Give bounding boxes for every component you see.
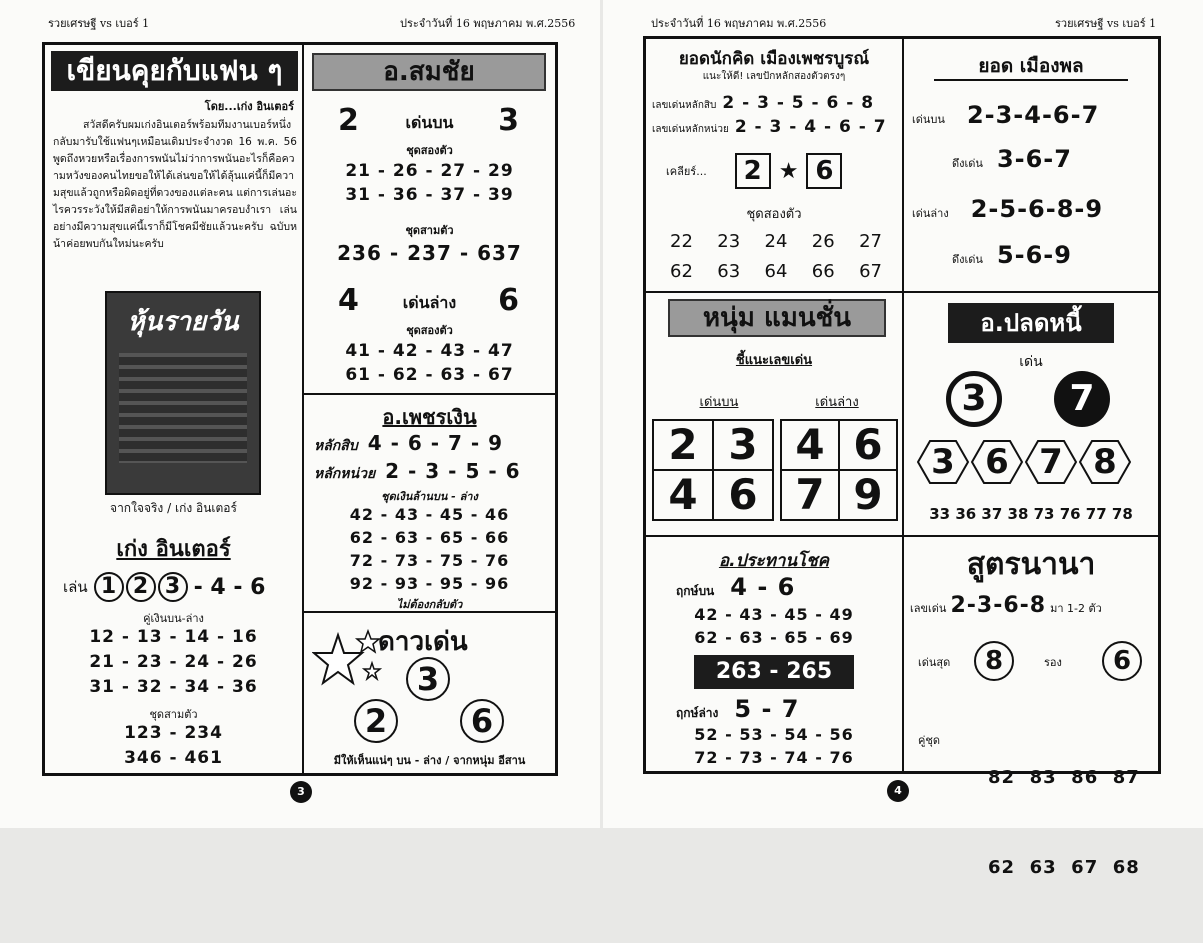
- right-header-title: รวยเศรษฐี vs เบอร์ 1: [1055, 17, 1157, 30]
- q2-bottom-pull-row: [952, 241, 1072, 269]
- three-list: [45, 721, 302, 771]
- q1-units-label: เลขเด่นหลักหน่วย: [652, 124, 729, 135]
- q1-clear-star-icon: ★: [778, 158, 799, 184]
- column-kaeng-inter: [45, 45, 304, 773]
- q1-units-row: [652, 117, 887, 137]
- right-page: [603, 0, 1203, 878]
- three-row: 123 - 234: [124, 723, 223, 743]
- q4-hex-cell: [1079, 439, 1131, 485]
- money-row: 72 - 73 - 75 - 76: [349, 551, 510, 570]
- q4-play-label: เด่น: [1019, 354, 1043, 370]
- q1-clear-row: [666, 153, 842, 189]
- magazine-cover-image: [105, 291, 261, 495]
- magazine-cover-texture: [119, 353, 247, 463]
- three-label: ชุดสามตัว: [149, 708, 198, 721]
- q2-title: ยอด เมืองพล: [978, 55, 1084, 77]
- q6-best-label: เด่นสุด: [918, 656, 951, 669]
- q6-pairs: [988, 703, 1140, 943]
- panel-somchai: [304, 45, 555, 395]
- q6-num-suffix: มา 1-2 ตัว: [1050, 602, 1102, 615]
- play-digit-3: 3: [158, 572, 188, 602]
- q5-bottom-row: [676, 695, 799, 723]
- top-pair-row: 21 - 26 - 27 - 29: [345, 161, 514, 181]
- panel-prathan-chok: [646, 537, 904, 771]
- panel-star: [304, 613, 555, 773]
- q5-top-row-value: 62 - 63 - 65 - 69: [694, 628, 854, 647]
- top-label: เด่นบน: [405, 113, 454, 132]
- tens-value: 4 - 6 - 7 - 9: [367, 431, 504, 455]
- star-digit-center: 3: [406, 657, 450, 701]
- q4-big-digit: 7: [1054, 371, 1110, 427]
- q1-units-value: 2 - 3 - 4 - 6 - 7: [734, 117, 887, 137]
- star-digit-left: 2: [354, 699, 398, 743]
- q3-subtitle: ชี้แนะเลขเด่น: [735, 353, 813, 368]
- somchai-banner: อ.สมชัย: [312, 53, 546, 91]
- q5-bottom-label: ฤกษ์ล่าง: [676, 706, 719, 720]
- q6-second-value: 6: [1102, 641, 1142, 681]
- panel-num-mansion: [646, 293, 904, 537]
- q3-bottom-grid-cell: 6: [838, 419, 898, 471]
- q5-top-value: 4 - 6: [730, 573, 796, 601]
- q6-best-value: 8: [974, 641, 1014, 681]
- three-set: 236 - 237 - 637: [337, 241, 522, 265]
- right-header-date: ประจำวันที่ 16 พฤษภาคม พ.ศ.2556: [651, 17, 827, 30]
- q1-num: 63: [717, 261, 741, 282]
- q1-tens-row: [652, 93, 874, 113]
- panel-phetngoen: [304, 395, 555, 613]
- bottom-pairs: [304, 339, 555, 387]
- q5-three-box: 263 - 265: [694, 655, 854, 689]
- money-row: 62 - 63 - 65 - 66: [349, 528, 510, 547]
- q1-title: ยอดนักคิด เมืองเพชรบูรณ์: [678, 49, 870, 69]
- panel-plod-nee: [904, 293, 1158, 537]
- q6-title: สูตรนานา: [966, 547, 1096, 582]
- q2-bottom-pull-value: 5-6-9: [996, 241, 1072, 269]
- q4-big-digit: 3: [946, 371, 1002, 427]
- q2-top-value: 2-3-4-6-7: [966, 101, 1100, 129]
- q6-pair-label: คู่ชุด: [918, 734, 940, 747]
- q1-num: 64: [764, 261, 788, 282]
- q1-row2: [670, 261, 882, 282]
- q5-bottom-row-value: 52 - 53 - 54 - 56: [694, 725, 854, 744]
- q5-top-rows: [646, 603, 902, 649]
- q2-top-label: เด่นบน: [912, 113, 945, 126]
- q1-num: 22: [670, 231, 693, 252]
- money-note: ไม่ต้องกลับตัว: [396, 598, 463, 611]
- three-label-somchai: ชุดสามตัว: [405, 224, 454, 237]
- q4-hex-digit: 8: [1093, 442, 1117, 482]
- right-frame: [643, 36, 1161, 878]
- q3-bottom-grid-cell: 7: [780, 469, 840, 521]
- bottom-left-digit: 4: [338, 283, 359, 318]
- q1-clear-left: 2: [735, 153, 771, 189]
- play-digit-2: 2: [126, 572, 156, 602]
- q4-pairs-row: 33 36 37 38 73 76 77 78: [929, 505, 1133, 523]
- pair-row: 12 - 13 - 14 - 16: [89, 627, 258, 647]
- play-extra: - 4 - 6: [193, 574, 266, 600]
- units-value: 2 - 3 - 5 - 6: [385, 459, 521, 483]
- panel-sutr-nana: [904, 537, 1158, 878]
- q4-hex-cell: [917, 439, 969, 485]
- q5-top-row-value: 42 - 43 - 45 - 49: [694, 605, 854, 624]
- q2-top-pull-value: 3-6-7: [996, 145, 1072, 173]
- q6-num-label: เลขเด่น: [910, 602, 947, 615]
- q1-two-label: ชุดสองตัว: [746, 207, 802, 222]
- star-footer: มีให้เห็นแน่ๆ บน - ล่าง / จากหนุ่ม อีสาน: [333, 754, 526, 767]
- panel-yod-nakkhit: [646, 39, 904, 293]
- q2-bottom-value: 2-5-6-8-9: [970, 195, 1104, 223]
- q3-top-grid-cell: 3: [712, 419, 774, 471]
- q5-top-label: ฤกษ์บน: [676, 584, 715, 598]
- q5-bottom-rows: [646, 723, 902, 769]
- pair-label: คู่เงินบน-ล่าง: [143, 612, 204, 625]
- column-banner: เขียนคุยกับแฟน ๆ: [51, 51, 298, 91]
- q3-bottom-label: เด่นล่าง: [815, 395, 859, 410]
- section-title: เก่ง อินเตอร์: [116, 537, 231, 562]
- left-frame: [42, 42, 558, 776]
- q4-hex-row: [916, 439, 1132, 485]
- bottom-right-digit: 6: [498, 283, 519, 318]
- pair-row: 31 - 32 - 34 - 36: [89, 677, 258, 697]
- page-number-left: 3: [290, 781, 312, 803]
- q1-subtitle: แนะให้ดี! เลขปักหลักสองตัวตรงๆ: [702, 71, 846, 82]
- units-label: หลักหน่วย: [314, 466, 376, 482]
- magazine-title: หุ้นรายวัน: [127, 307, 239, 337]
- q2-bottom-row: [912, 195, 1103, 223]
- money-label: ชุดเงินล้านบน - ล่าง: [381, 490, 478, 503]
- byline: โดย...เก่ง อินเตอร์: [204, 100, 294, 113]
- q4-banner: อ.ปลดหนี้: [948, 303, 1114, 343]
- q3-top-label: เด่นบน: [699, 395, 739, 410]
- star-title: ดาวเด่น: [378, 627, 468, 657]
- star-digit-right: 6: [460, 699, 504, 743]
- q3-bottom-grid-cell: 9: [838, 469, 898, 521]
- units-row: [314, 459, 521, 485]
- q1-num: 26: [811, 231, 835, 252]
- phetngoen-title: อ.เพชรเงิน: [382, 405, 477, 429]
- somchai-bottom-row: [304, 283, 555, 319]
- tens-label: หลักสิบ: [314, 438, 358, 454]
- top-left-digit: 2: [338, 103, 359, 138]
- page-number-right: 4: [887, 780, 909, 802]
- left-header-title: รวยเศรษฐี vs เบอร์ 1: [48, 17, 150, 30]
- star-icon: [312, 629, 384, 701]
- q6-num-value: 2-3-6-8: [950, 593, 1047, 618]
- top-right-digit: 3: [498, 103, 519, 138]
- q4-hex-digit: 3: [931, 442, 955, 482]
- q3-bottom-grid-cell: 4: [780, 419, 840, 471]
- q4-hex-digit: 6: [985, 442, 1009, 482]
- bottom-pair-row: 61 - 62 - 63 - 67: [345, 365, 514, 385]
- q6-num-row: [910, 593, 1102, 618]
- top-pair-row: 31 - 36 - 37 - 39: [345, 185, 514, 205]
- signoff: จากใจจริง / เก่ง อินเตอร์: [110, 501, 237, 515]
- q1-row1: [670, 231, 882, 252]
- money-row: 42 - 43 - 45 - 46: [349, 505, 510, 524]
- q2-top-row: [912, 101, 1099, 129]
- q1-num: 67: [859, 261, 882, 282]
- q6-pair-row: 62 63 67 68: [988, 857, 1140, 878]
- q2-bottom-pull-label: ดึงเด่น: [952, 253, 983, 266]
- left-page: [0, 0, 600, 828]
- play-digit-1: 1: [94, 572, 124, 602]
- q1-num: 24: [764, 231, 788, 252]
- q3-top-grid-cell: 4: [652, 469, 714, 521]
- somchai-top-row: [304, 103, 555, 139]
- two-label-bottom: ชุดสองตัว: [406, 324, 453, 337]
- q1-tens-value: 2 - 3 - 5 - 6 - 8: [722, 93, 875, 113]
- q1-num: 62: [670, 261, 693, 282]
- left-header-date: ประจำวันที่ 16 พฤษภาคม พ.ศ.2556: [400, 17, 576, 30]
- top-pairs: [304, 159, 555, 207]
- bottom-label: เด่นล่าง: [402, 293, 457, 312]
- three-row: 346 - 461: [124, 748, 223, 768]
- panel-yod-muangphon: [904, 39, 1158, 293]
- q4-hex-digit: 7: [1039, 442, 1063, 482]
- play-label: เล่น: [63, 578, 88, 596]
- q2-title-rule: [934, 79, 1128, 81]
- money-row: 92 - 93 - 95 - 96: [349, 574, 510, 593]
- q2-top-pull-label: ดึงเด่น: [952, 157, 983, 170]
- q4-hex-cell: [971, 439, 1023, 485]
- q4-hex-cell: [1025, 439, 1077, 485]
- q5-top-row: [676, 573, 795, 601]
- play-row: [63, 569, 265, 605]
- q6-pair-row: 82 83 86 87: [988, 767, 1140, 788]
- money-rows: [304, 503, 555, 595]
- q1-tens-label: เลขเด่นหลักสิบ: [652, 100, 717, 111]
- q1-num: 66: [811, 261, 835, 282]
- column-body-text: สวัสดีครับผมเก่งอินเตอร์พร้อมทีมงานเบอร์หนึ่งกลับมารับใช้แฟนๆเหมือนเดิมประจำงวด 16 พ.ค. 56 พูดถึงหวยหรือเรื่องการพนันไม่ว่าการพนันอะไรก็คือความหวังของคนไทยขอให้ได้เล่นขอให้ได้ลุ้นแค่นี้ก็มีความสุขแล้วถูกหรือผิดอยู่ที่ดวงของแต่ละคน แต่การเล่นอะไรควรระวังให้มีสติอย่าให้การพนันมาครอบงำเรา เล่นอย่างมีความสุขแค่นี้เราก็มีโชคมีชัยแล้วนะครับ ฉบับหน้าค่อยพบกันใหม่นะครับ: [53, 119, 297, 250]
- q3-top-grid-cell: 6: [712, 469, 774, 521]
- q6-second-label: รอง: [1044, 656, 1062, 669]
- q2-top-pull-row: [952, 145, 1072, 173]
- bottom-pair-row: 41 - 42 - 43 - 47: [345, 341, 514, 361]
- q5-bottom-row-value: 72 - 73 - 74 - 76: [694, 748, 854, 767]
- q3-top-grid-cell: 2: [652, 419, 714, 471]
- q2-bottom-label: เด่นล่าง: [912, 207, 949, 220]
- q1-num: 23: [717, 231, 741, 252]
- pair-row: 21 - 23 - 24 - 26: [89, 652, 258, 672]
- q5-bottom-value: 5 - 7: [734, 695, 800, 723]
- q1-clear-label: เคลียร์...: [666, 165, 707, 178]
- q1-num: 27: [859, 231, 882, 252]
- two-label-top: ชุดสองตัว: [406, 144, 453, 157]
- q1-clear-right: 6: [806, 153, 842, 189]
- q3-banner: หนุ่ม แมนชั่น: [668, 299, 886, 337]
- q5-title: อ.ประทานโชค: [718, 551, 830, 571]
- pair-list: [45, 625, 302, 700]
- tens-row: [314, 431, 503, 457]
